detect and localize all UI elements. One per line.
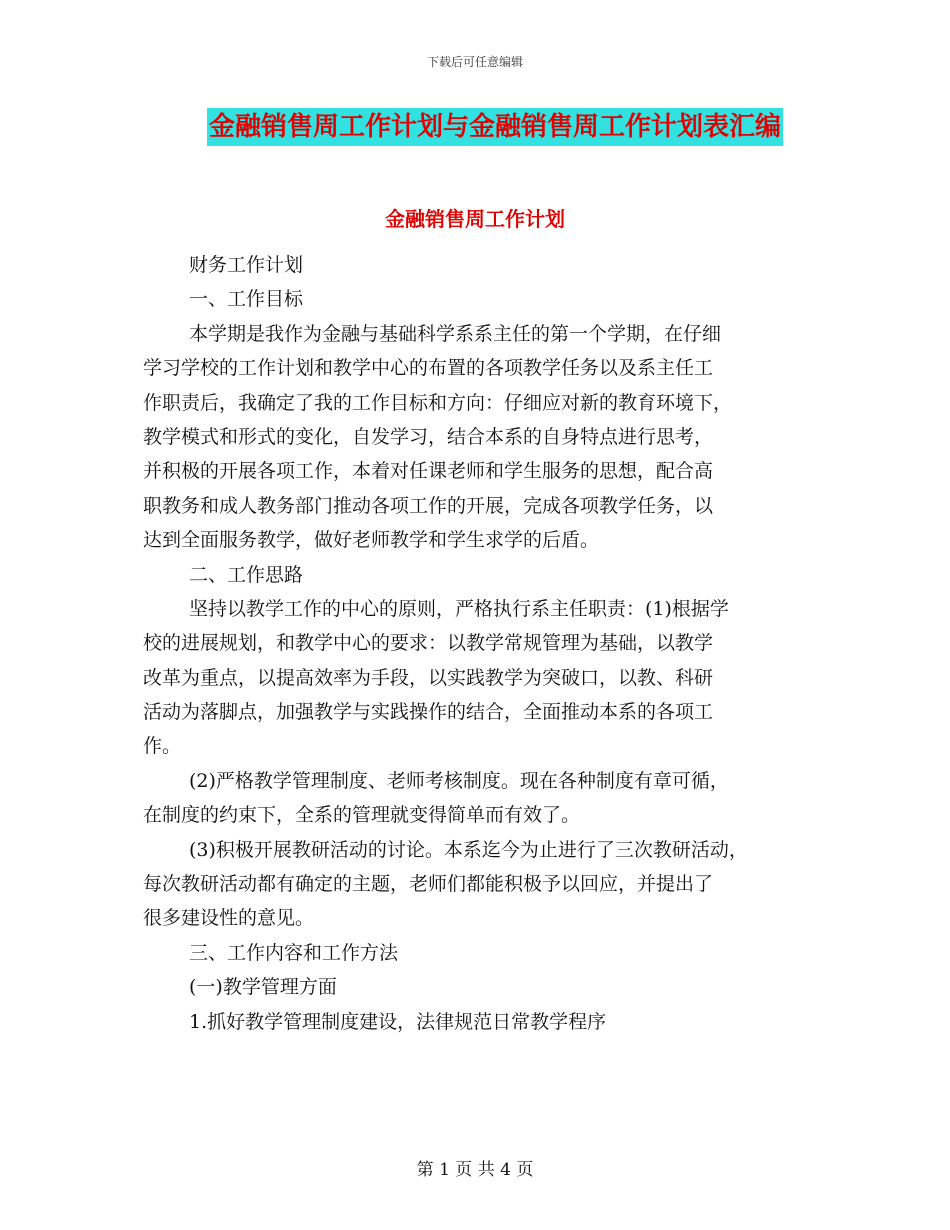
paragraph-line: 二、工作思路 [189, 563, 304, 586]
paragraph-line: 本学期是我作为金融与基础科学系系主任的第一个学期，在仔细 [189, 322, 722, 345]
paragraph-line: (2)严格教学管理制度、老师考核制度。现在各种制度有章可循， [189, 769, 729, 792]
paragraph-line: 活动为落脚点，加强教学与实践操作的结合，全面推动本系的各项工 [143, 701, 714, 724]
paragraph-line: (一)教学管理方面 [189, 976, 337, 999]
document-title: 金融销售周工作计划与金融销售周工作计划表汇编 [207, 108, 783, 146]
page-footer: 第 1 页 共 4 页 [416, 1160, 534, 1180]
paragraph-line: 作职责后，我确定了我的工作目标和方向：仔细应对新的教育环境下， [143, 391, 733, 414]
paragraph-line: (3)积极开展教研活动的讨论。本系迄今为止进行了三次教研活动， [189, 838, 748, 861]
section-title: 金融销售周工作计划 [385, 207, 565, 231]
paragraph-line: 达到全面服务教学，做好老师教学和学生求学的后盾。 [143, 529, 600, 552]
header-note: 下载后可任意编辑 [426, 55, 523, 69]
paragraph-line: 并积极的开展各项工作，本着对任课老师和学生服务的思想，配合高 [143, 460, 714, 483]
paragraph-line: 改革为重点，以提高效率为手段，以实践教学为突破口，以教、科研 [143, 666, 714, 689]
body-text [143, 248, 823, 1039]
paragraph-line: 在制度的约束下，全系的管理就变得简单而有效了。 [143, 804, 581, 827]
paragraph-line: 校的进展规划，和教学中心的要求：以教学常规管理为基础，以教学 [143, 632, 714, 655]
paragraph-line: 每次教研活动都有确定的主题，老师们都能积极予以回应，并提出了 [143, 873, 714, 896]
paragraph-line: 财务工作计划 [189, 254, 304, 276]
paragraph-line: 职教务和成人教务部门推动各项工作的开展，完成各项教学任务，以 [143, 494, 714, 517]
paragraph-line: 一、工作目标 [189, 288, 304, 311]
paragraph-line: 1.抓好教学管理制度建设，法律规范日常教学程序 [189, 1010, 607, 1033]
paragraph-line: 很多建设性的意见。 [143, 907, 315, 930]
paragraph-line: 学习学校的工作计划和教学中心的布置的各项教学任务以及系主任工 [143, 357, 714, 380]
paragraph-line: 教学模式和形式的变化，自发学习，结合本系的自身特点进行思考， [143, 425, 714, 448]
paragraph-line: 作。 [143, 735, 182, 758]
paragraph-line: 坚持以教学工作的中心的原则，严格执行系主任职责：(1)根据学 [189, 597, 729, 620]
paragraph-line: 三、工作内容和工作方法 [189, 941, 399, 964]
